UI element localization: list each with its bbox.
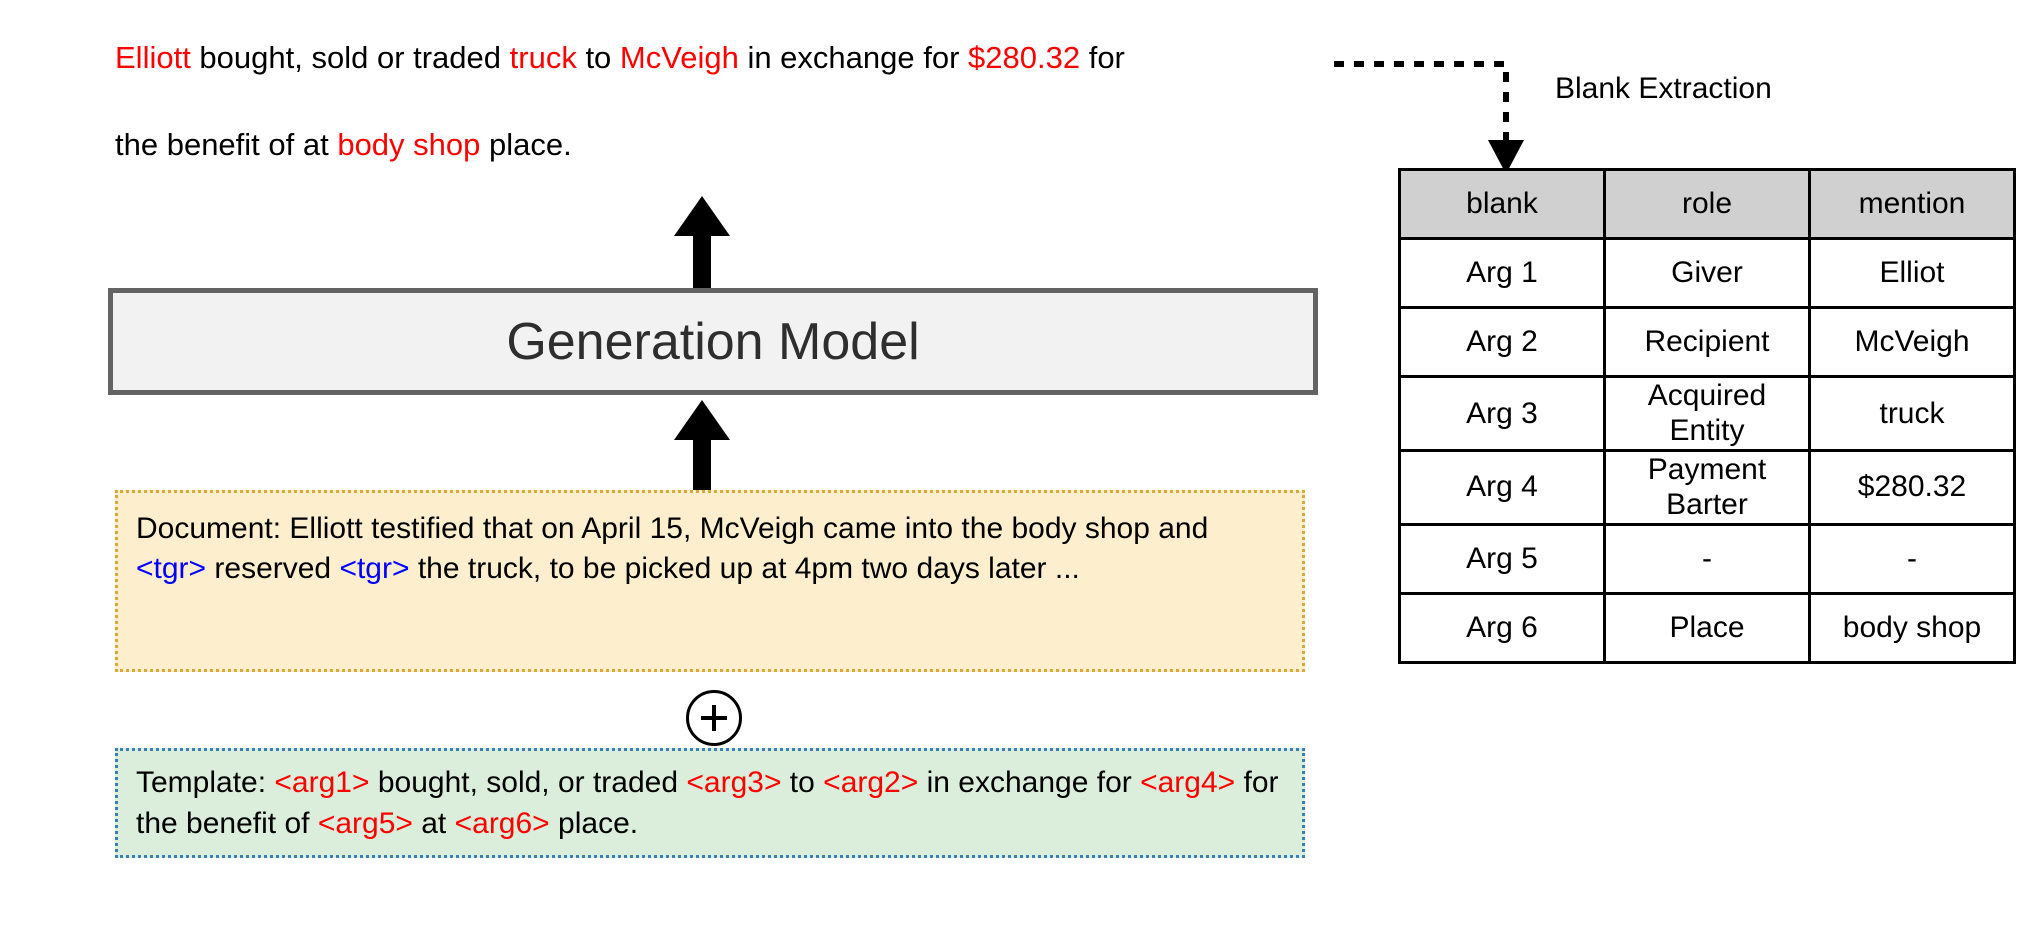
cell-mention: truck [1810, 377, 2015, 451]
table-row [1400, 593, 2015, 662]
template-text [136, 763, 1284, 845]
template-text-segment: bought, sold, or traded [369, 766, 687, 799]
output-text-segment: truck [509, 40, 577, 75]
table-row [1400, 308, 2015, 377]
template-text-segment: place. [549, 806, 639, 840]
output-text-segment: the benefit of at [115, 127, 338, 162]
table-header-mention: mention [1810, 170, 2015, 239]
template-text-segment: for the benefit of [136, 766, 1279, 840]
cell-blank: Arg 2 [1400, 308, 1605, 377]
cell-role: Acquired Entity [1605, 377, 1810, 451]
document-text-segment: Document: Elliott testified that on April 15, McVeigh came into the body shop and [136, 512, 1209, 545]
table-row [1400, 239, 2015, 308]
template-text-segment: Template: [136, 766, 275, 799]
blank-extraction-table [1398, 168, 2016, 664]
generated-output-sentence [115, 42, 1375, 160]
cell-blank: Arg 5 [1400, 524, 1605, 593]
cell-blank: Arg 1 [1400, 239, 1605, 308]
output-line-1 [115, 42, 1375, 73]
table-row [1400, 524, 2015, 593]
cell-blank: Arg 3 [1400, 377, 1605, 451]
document-input-box [115, 490, 1305, 672]
template-text-segment: in exchange for [918, 766, 1141, 799]
document-text-segment: the truck, to be picked up at 4pm two days later ... [409, 551, 1080, 585]
template-text-segment: <arg4> [1140, 766, 1236, 799]
output-line-2 [115, 129, 1375, 160]
output-text-segment: in exchange for [738, 40, 969, 75]
document-text [136, 509, 1284, 589]
cell-mention: body shop [1810, 593, 2015, 662]
arrow-model-to-output [670, 196, 734, 288]
template-text-segment: at [412, 806, 455, 840]
document-text-segment: <tgr> [339, 551, 410, 585]
arrow-input-to-model [670, 400, 734, 492]
cell-blank: Arg 6 [1400, 593, 1605, 662]
output-text-segment: $280.32 [968, 40, 1081, 75]
cell-role: Giver [1605, 239, 1810, 308]
table-header-role: role [1605, 170, 1810, 239]
output-text-segment: bought, sold or traded [190, 40, 510, 75]
table-body [1400, 239, 2015, 663]
table-row [1400, 450, 2015, 524]
output-text-segment: McVeigh [619, 40, 739, 75]
output-text-segment: place. [480, 127, 572, 162]
blank-extraction-label: Blank Extraction [1555, 72, 1772, 105]
cell-role: - [1605, 524, 1810, 593]
cell-role: Place [1605, 593, 1810, 662]
document-text-segment: reserved [206, 551, 340, 585]
cell-mention: Elliot [1810, 239, 2015, 308]
template-text-segment: <arg5> [317, 806, 413, 840]
output-text-segment: Elliott [115, 40, 191, 75]
generation-model-label: Generation Model [506, 312, 920, 371]
output-text-segment: body shop [337, 127, 481, 162]
cell-blank: Arg 4 [1400, 450, 1605, 524]
generation-model-box [108, 288, 1318, 395]
cell-mention: - [1810, 524, 2015, 593]
cell-mention: McVeigh [1810, 308, 2015, 377]
output-text-segment: for [1080, 40, 1125, 75]
template-text-segment: to [781, 766, 824, 799]
template-text-segment: <arg1> [274, 766, 370, 799]
table-header-blank: blank [1400, 170, 1605, 239]
cell-role: Recipient [1605, 308, 1810, 377]
document-text-segment: <tgr> [136, 551, 207, 585]
cell-mention: $280.32 [1810, 450, 2015, 524]
template-text-segment: <arg2> [823, 766, 919, 799]
cell-role: Payment Barter [1605, 450, 1810, 524]
template-input-box [115, 748, 1305, 858]
plus-icon [686, 690, 742, 746]
output-text-segment: to [576, 40, 620, 75]
template-text-segment: <arg6> [454, 806, 550, 840]
table-row [1400, 377, 2015, 451]
template-text-segment: <arg3> [686, 766, 782, 799]
table-header-row [1400, 170, 2015, 239]
